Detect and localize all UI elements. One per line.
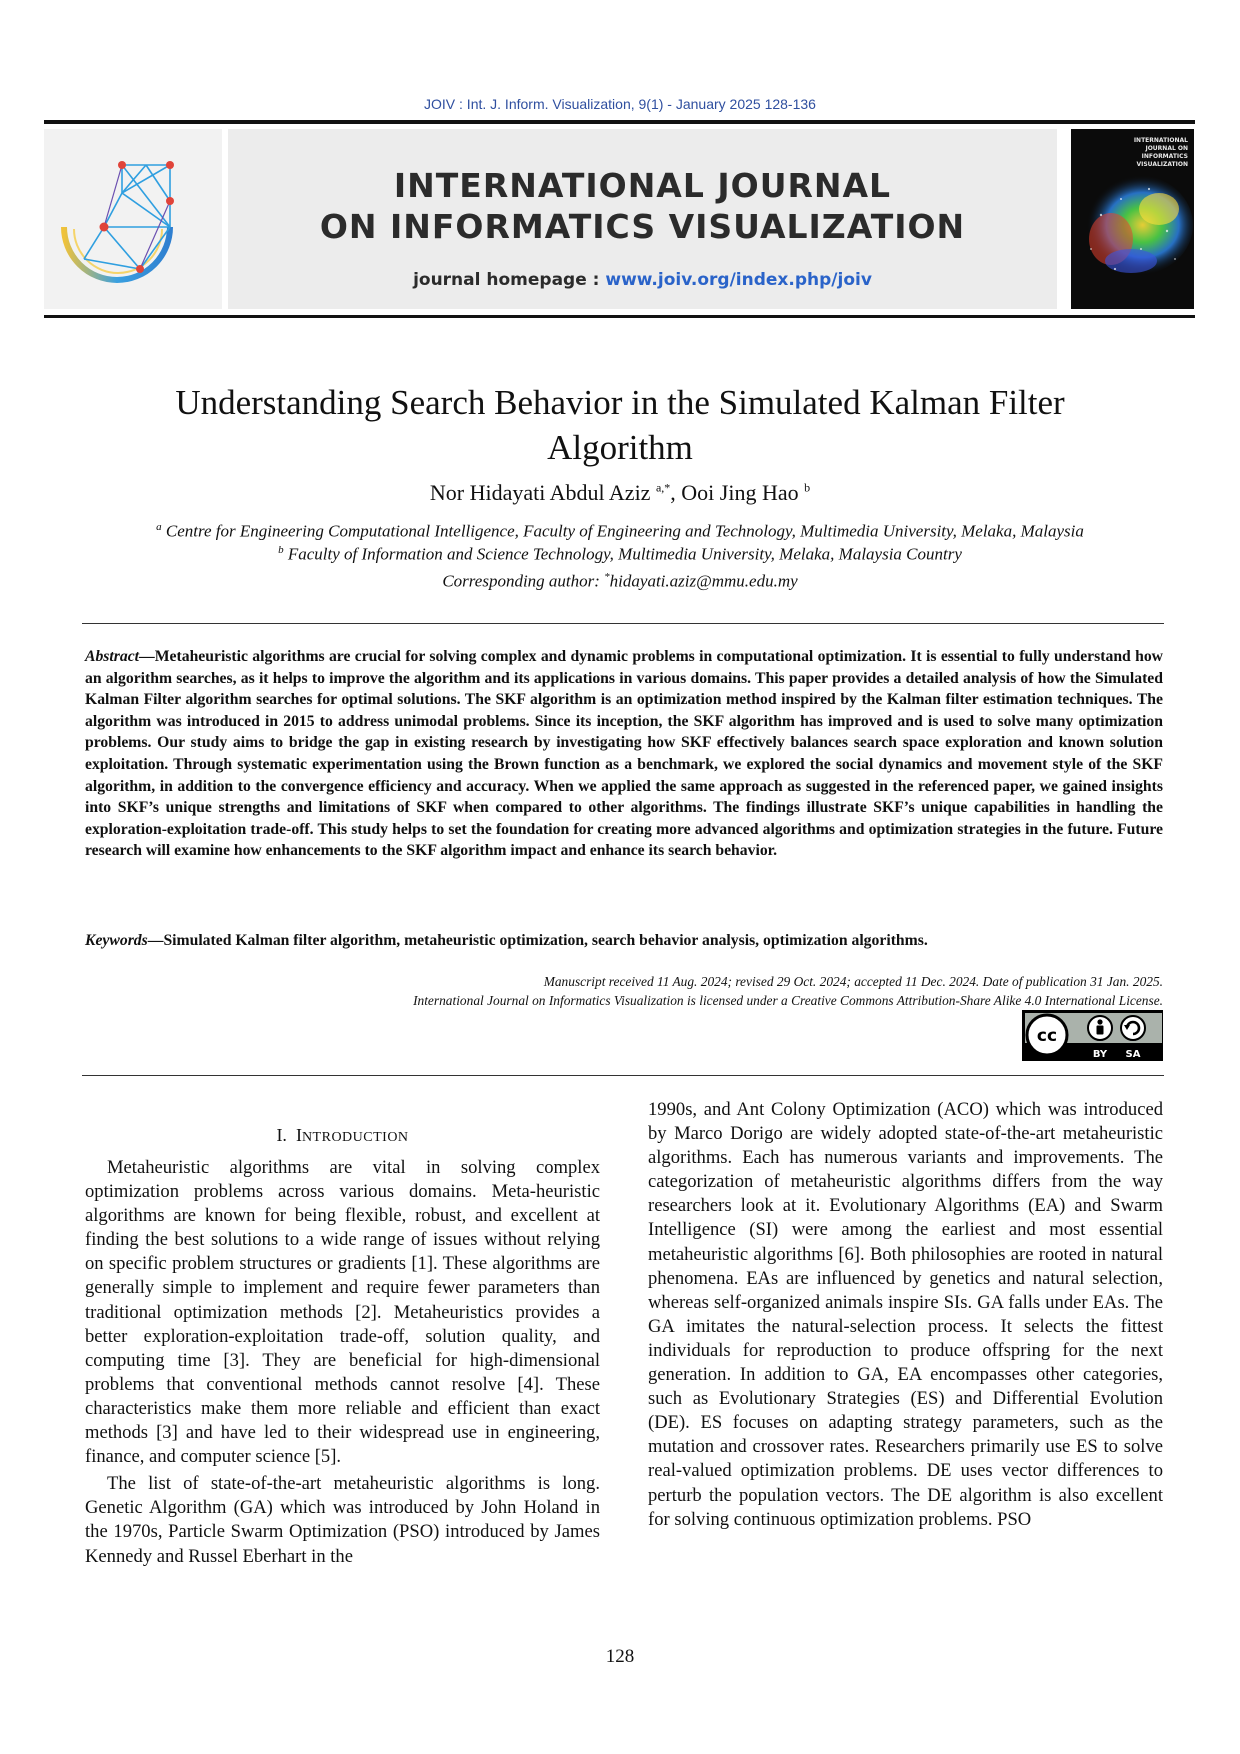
body-column-left xyxy=(85,1156,600,1569)
journal-homepage xyxy=(228,270,1057,290)
author-name: Ooi Jing Hao xyxy=(681,480,799,505)
top-rule xyxy=(44,120,1195,124)
sa-label: SA xyxy=(1125,1049,1141,1060)
section-heading: I. INTRODUCTION xyxy=(276,1125,409,1145)
page-number: 128 xyxy=(605,1646,635,1667)
journal-logo xyxy=(44,129,222,309)
affiliation-b: $^b$ Faculty of Information and Science Technology, Multimedia University, Melaka, Malaysia Country xyxy=(278,544,962,564)
attribution-person-icon xyxy=(1088,1016,1112,1040)
banner-bottom-rule xyxy=(44,315,1195,318)
body-column-right xyxy=(648,1098,1163,1532)
keywords-text: Simulated Kalman filter algorithm, metaheuristic optimization, search behavior analysis, optimization algorithms. xyxy=(163,932,928,949)
joiv-logo-icon xyxy=(44,129,222,309)
abstract-label: Abstract xyxy=(85,648,140,665)
paper-title: Understanding Search Behavior in the Simulated Kalman Filter Algorithm xyxy=(175,383,1065,467)
creative-commons-icon xyxy=(1023,1011,1164,1062)
corresponding-author: Corresponding author: *hidayati.aziz@mmu.edu.my xyxy=(442,571,798,591)
cc-text: cc xyxy=(1036,1026,1058,1046)
corresponding-email[interactable]: hidayati.aziz@mmu.edu.my xyxy=(609,571,798,591)
by-label: BY xyxy=(1092,1049,1108,1060)
abstract-top-rule xyxy=(82,623,1164,624)
author-affiliation-mark: b xyxy=(804,480,811,495)
paragraph: Metaheuristic algorithms are vital in solving complex optimization problems across various domains. Meta-heuristic algorithms are known for being flexible, robust, and excellent at finding the best solutions to a wide range of issues without relying on specific problem structures or gradients [1]. These algorithms are generally simple to implement and require fewer parameters than traditional optimization methods [2]. Metaheuristics provides a better exploration-exploitation trade-off, solution quality, and computing time [3]. They are beneficial for high-dimensional problems that conventional methods cannot resolve [4]. These characteristics make them more reliable and efficient than exact methods [3] and have led to their widespread use in engineering, finance, and computer science [5]. xyxy=(85,1157,600,1468)
author-name: Nor Hidayati Abdul Aziz xyxy=(429,480,651,505)
keywords: Keywords—Simulated Kalman filter algorithm, metaheuristic optimization, search behavior analysis, optimization algorithms. xyxy=(85,932,928,949)
body-top-rule xyxy=(82,1075,1164,1076)
homepage-label: journal homepage : xyxy=(413,270,600,290)
running-head: JOIV : Int. J. Inform. Visualization, 9(1) - January 2025 128-136 xyxy=(424,96,816,112)
journal-banner xyxy=(228,129,1057,309)
author-affiliation-mark: a,* xyxy=(655,480,671,495)
paragraph: 1990s, and Ant Colony Optimization (ACO) which was introduced by Marco Dorigo are widely adopted state-of-the-art metaheuristic algorithms. Each has numerous variants and improvements. The categorization of metaheuristic algorithms differs from the way researchers look at it. Evolutionary Algorithms (EA) and Swarm Intelligence (SI) were among the earliest and most essential metaheuristic algorithms [6]. Both philosophies are rooted in natural phenomena. EAs are influenced by genetics and natural selection, whereas self-organized animals inspire SIs. GA falls under EAs. The GA imitates the natural-selection process. It selects the fittest individuals for reproduction to produce offspring for the next generation. In addition to GA, EA encompasses other categories, such as Evolutionary Strategies (ES) and Differential Evolution (DE). ES focuses on adapting strategy parameters, such as the mutation and crossover rates. Researchers primarily use ES to solve real-valued optimization problems. DE uses vector differences to perturb the population vectors. The DE algorithm is also excellent for solving continuous optimization problems. PSO xyxy=(648,1099,1163,1530)
manuscript-dates: Manuscript received 11 Aug. 2024; revised 29 Oct. 2024; accepted 11 Dec. 2024. Date of publication 31 Jan. 2025. xyxy=(543,974,1163,989)
affiliation-a: $^a$ Centre for Engineering Computational Intelligence, Faculty of Engineering and Technology, Multimedia University, Melaka, Malaysia xyxy=(156,521,1084,541)
journal-name-line1: INTERNATIONAL JOURNAL xyxy=(393,166,892,205)
abstract: Abstract—Metaheuristic algorithms are crucial for solving complex and dynamic problems in computational optimization. It is essential to fully understand how an algorithm searches, as it helps to improve the algorithm and its applications in various domains. This paper provides a detailed analysis of how the Simulated Kalman Filter algorithm searches for optimal solutions. The SKF algorithm is an optimization method inspired by the Kalman filter estimation techniques. The algorithm was introduced in 2015 to address unimodal problems. Since its inception, the SKF algorithm has improved and is used to solve many optimization problems. Our study aims to bridge the gap in existing research by investigating how SKF effectively balances search space exploration and known solution exploitation. Through systematic experimentation using the Brown function as a benchmark, we explored the social dynamics and movement style of the SKF algorithm, in addition to the convergence efficiency and accuracy. When we applied the same approach as suggested in the referenced paper, we gained insights into SKF’s unique strengths and limitations of SKF when compared to other algorithms. The findings illustrate SKF’s unique capabilities in handling the exploration-exploitation trade-off. This study helps to set the foundation for creating more advanced algorithms and optimization strategies in the future. Future research will examine how enhancements to the SKF algorithm impact and enhance its search behavior. xyxy=(85,648,1163,860)
journal-name-line2: ON INFORMATICS VISUALIZATION xyxy=(319,207,966,246)
homepage-link[interactable]: www.joiv.org/index.php/joiv xyxy=(605,270,872,290)
abstract-text: Metaheuristic algorithms are crucial for solving complex and dynamic problems in computational optimization. It is essential to fully understand how an algorithm searches, as it helps to improve the algorithm and its applications in various domains. This paper provides a detailed analysis of how the Simulated Kalman Filter algorithm searches for optimal solutions. The SKF algorithm is an optimization method inspired by the Kalman filter estimation techniques. The algorithm was introduced in 2015 to address unimodal problems. Since its inception, the SKF algorithm has improved and is used to solve many optimization problems. Our study aims to bridge the gap in existing research by investigating how SKF effectively balances search space exploration and known solution exploitation. Through systematic experimentation using the Brown function as a benchmark, we explored the social dynamics and movement style of the SKF algorithm, in addition to the convergence efficiency and accuracy. When we applied the same approach as suggested in the referenced paper, we gained insights into SKF’s unique strengths and limitations of SKF when compared to other algorithms. The findings illustrate SKF’s unique capabilities in handling the exploration-exploitation trade-off. This study helps to set the foundation for creating more advanced algorithms and optimization strategies in the future. Future research will examine how enhancements to the SKF algorithm impact and enhance its search behavior. xyxy=(85,648,1163,860)
cc-by-sa-badge[interactable] xyxy=(1022,1010,1163,1061)
cover-title: INTERNATIONAL JOURNAL ON INFORMATICS VISUALIZATION xyxy=(1133,137,1188,168)
author-list: Nor Hidayati Abdul Aziz $^{a,*}$, Ooi Jing Hao $^b$ xyxy=(429,480,811,505)
keywords-label: Keywords xyxy=(85,932,148,949)
license-statement: International Journal on Informatics Visualization is licensed under a Creative Commons Attribution-Share Alike 4.0 International License. xyxy=(413,993,1163,1008)
share-alike-icon xyxy=(1121,1016,1145,1040)
journal-name xyxy=(228,165,1057,247)
journal-cover-image xyxy=(1071,129,1194,309)
manuscript-info xyxy=(163,972,1163,1010)
paragraph: The list of state-of-the-art metaheuristic algorithms is long. Genetic Algorithm (GA) which was introduced by John Holand in the 1970s, Particle Swarm Optimization (PSO) introduced by James Kennedy and Russel Eberhart in the xyxy=(85,1473,600,1567)
